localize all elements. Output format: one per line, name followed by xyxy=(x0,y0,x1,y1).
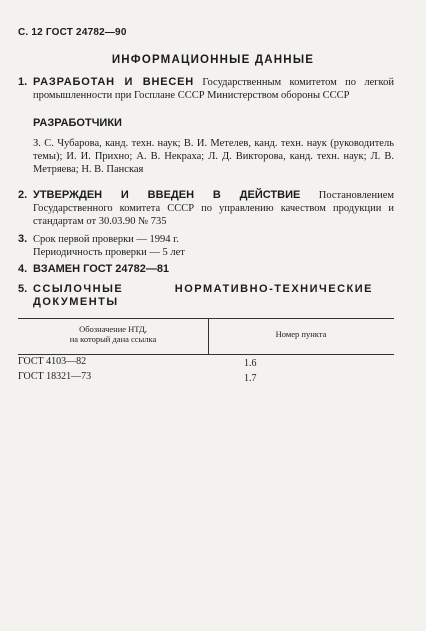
section-2 xyxy=(18,189,394,228)
first-check-line: Срок первой проверки — 1994 г. xyxy=(33,234,179,245)
section-number: 4. xyxy=(18,263,28,275)
section-5 xyxy=(18,283,394,309)
table-top-rule xyxy=(18,318,394,319)
section-heading: УТВЕРЖДЕН И ВВЕДЕН В ДЕЙСТВИЕ xyxy=(33,189,301,201)
section-4 xyxy=(18,263,394,276)
section-1 xyxy=(18,76,394,102)
section-text: Постановлением Государственного комитета СССР по управлению качеством продукции и стандартам от 30.03.90 № 735 xyxy=(33,190,395,227)
section-number: 3. xyxy=(18,233,28,245)
developers-list xyxy=(33,137,394,176)
table-header-document: Обозначение НТД, на который дана ссылка xyxy=(69,324,157,344)
section-number: 5. xyxy=(18,283,28,295)
section-text: Государственным комитетом по легкой промышленности при Госплане СССР Министерством обороны СССР xyxy=(33,77,394,101)
developers-text: З. С. Чубарова, канд. техн. наук; В. И. Метелев, канд. техн. наук (руководитель темы); И. И. Прихно; А. В. Некраха; Л. Д. Викторова, канд. техн. наук; Л. В. Метряева; Н. В. Панская xyxy=(33,138,394,175)
section-heading: РАЗРАБОТАН И ВНЕСЕН xyxy=(33,76,195,88)
check-period-line: Периодичность проверки — 5 лет xyxy=(33,247,185,258)
section-heading: ССЫЛОЧНЫЕ НОРМАТИВНО-ТЕХНИЧЕСКИЕ ДОКУМЕНТЫ xyxy=(33,283,373,308)
developers-heading: РАЗРАБОТЧИКИ xyxy=(33,117,122,129)
document-title: ИНФОРМАЦИОННЫЕ ДАННЫЕ xyxy=(111,54,315,66)
section-3 xyxy=(18,233,394,259)
table-cell-document: ГОСТ 18321—73 xyxy=(18,371,92,382)
table-header-rule xyxy=(18,354,394,355)
table-cell-item: 1.7 xyxy=(244,373,257,384)
table-header-item: Номер пункта xyxy=(275,329,327,339)
table-cell-document: ГОСТ 4103—82 xyxy=(18,356,87,367)
section-heading: ВЗАМЕН ГОСТ 24782—81 xyxy=(33,263,170,275)
section-number: 2. xyxy=(18,189,28,201)
section-number: 1. xyxy=(18,76,28,88)
table-cell-item: 1.6 xyxy=(244,358,257,369)
page-header: С. 12 ГОСТ 24782—90 xyxy=(18,27,127,38)
